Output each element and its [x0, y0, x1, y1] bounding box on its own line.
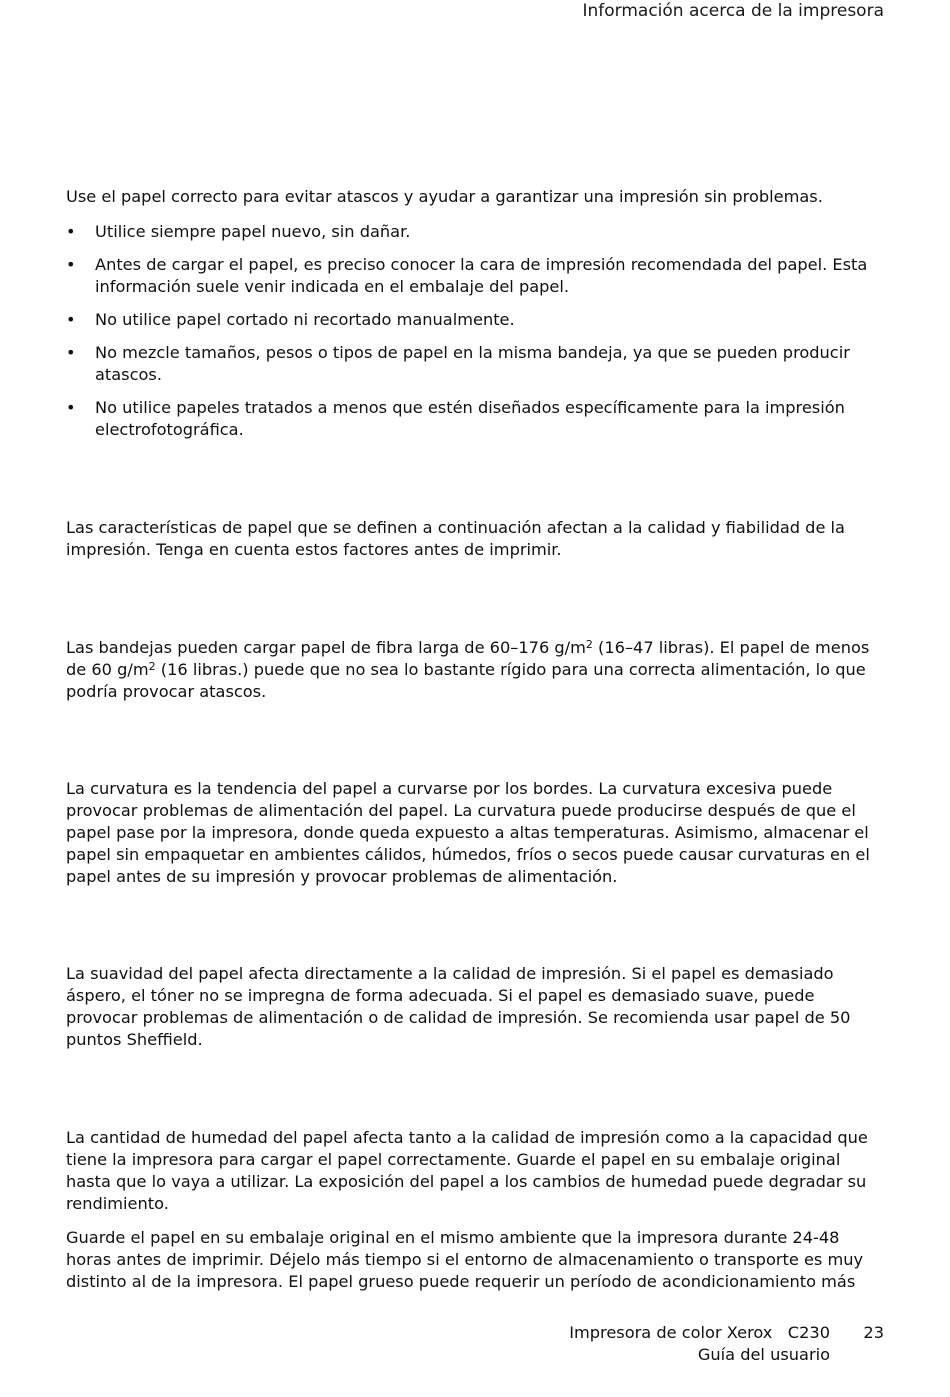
list-item-text: No utilice papeles tratados a menos que estén diseñados específicamente para la impresión electrofotográfica. — [95, 398, 845, 439]
bullet-icon: • — [66, 255, 76, 274]
list-item — [66, 397, 886, 441]
moisture-section-continued — [66, 1227, 886, 1293]
intro-paragraph: Use el papel correcto para evitar atascos y ayudar a garantizar una impresión sin problemas. — [66, 187, 823, 206]
characteristics-section — [66, 517, 886, 561]
smoothness-section — [66, 963, 886, 1051]
running-header: Información acerca de la impresora — [582, 1, 884, 21]
weight-text-part3: (16 libras.) puede que no sea lo bastante rígido para una correcta alimentación, lo que podría provocar atascos. — [66, 660, 866, 701]
smoothness-paragraph: La suavidad del papel afecta directamente a la calidad de impresión. Si el papel es demasiado áspero, el tóner no se impregna de forma adecuada. Si el papel es demasiado suave, puede provocar problemas de alimentación o de calidad de impresión. Se recomienda usar papel de 50 puntos Sheffield. — [66, 964, 851, 1049]
footer-product-name: Impresora de color Xerox C230 — [569, 1323, 830, 1342]
bullet-icon: • — [66, 398, 76, 417]
intro-section — [66, 186, 886, 208]
weight-section — [66, 637, 886, 703]
bullet-icon: • — [66, 343, 76, 362]
page-footer — [569, 1322, 830, 1366]
page-number: 23 — [863, 1323, 884, 1342]
guidelines-section — [66, 221, 886, 452]
bullet-icon: • — [66, 222, 76, 241]
list-item — [66, 309, 886, 331]
list-item — [66, 254, 886, 298]
list-item-text: Utilice siempre papel nuevo, sin dañar. — [95, 222, 411, 241]
characteristics-paragraph: Las características de papel que se definen a continuación afectan a la calidad y fiabilidad de la impresión. Tenga en cuenta estos factores antes de imprimir. — [66, 518, 845, 559]
weight-superscript: 2 — [585, 638, 593, 651]
moisture-paragraph-1: La cantidad de humedad del papel afecta tanto a la calidad de impresión como a la capacidad que tiene la impresora para cargar el papel correctamente. Guarde el papel en su embalaje original hasta que lo vaya a utilizar. La exposición del papel a los cambios de humedad puede degradar su rendimiento. — [66, 1128, 868, 1213]
curl-section — [66, 778, 886, 888]
list-item-text: No utilice papel cortado ni recortado manualmente. — [95, 310, 515, 329]
moisture-paragraph-2: Guarde el papel en su embalaje original en el mismo ambiente que la impresora durante 24-48 horas antes de imprimir. Déjelo más tiempo si el entorno de almacenamiento o transporte es muy distinto al de la impresora. El papel grueso puede requerir un período de acondicionamiento más — [66, 1228, 864, 1291]
weight-superscript: 2 — [148, 660, 156, 673]
bullet-icon: • — [66, 310, 76, 329]
guidelines-list — [66, 221, 886, 441]
list-item-text: Antes de cargar el papel, es preciso conocer la cara de impresión recomendada del papel. Esta información suele venir indicada en el embalaje del papel. — [95, 255, 868, 296]
curl-paragraph: La curvatura es la tendencia del papel a curvarse por los bordes. La curvatura excesiva puede provocar problemas de alimentación del papel. La curvatura puede producirse después de que el papel pase por la impresora, donde queda expuesto a altas temperaturas. Asimismo, almacenar el papel sin empaquetar en ambientes cálidos, húmedos, fríos o secos puede causar curvaturas en el papel antes de su impresión y provocar problemas de alimentación. — [66, 779, 870, 886]
list-item-text: No mezcle tamaños, pesos o tipos de papel en la misma bandeja, ya que se pueden producir atascos. — [95, 343, 850, 384]
weight-paragraph — [66, 637, 886, 703]
weight-text-part1: Las bandejas pueden cargar papel de fibra larga de 60–176 g/m — [66, 638, 586, 657]
list-item — [66, 342, 886, 386]
footer-guide-name: Guía del usuario — [697, 1345, 830, 1364]
moisture-section — [66, 1127, 886, 1215]
list-item — [66, 221, 886, 243]
weight-text-part2: (16–47 libras). El papel de menos de 60 g/m — [66, 638, 870, 679]
